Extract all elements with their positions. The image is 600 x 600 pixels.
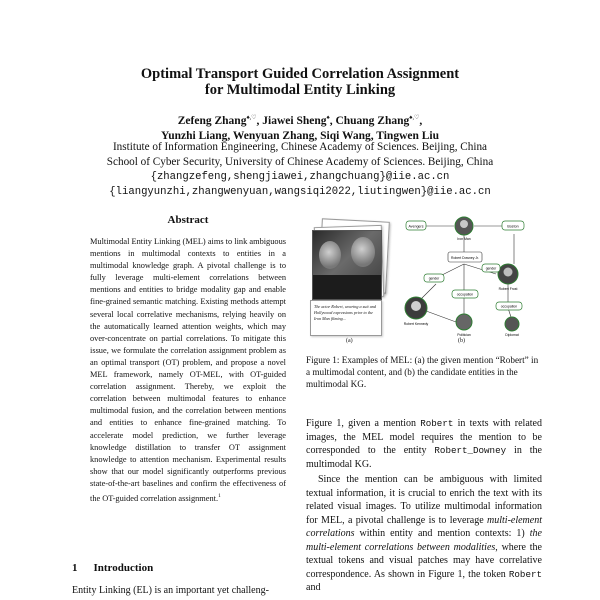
kg-node-label: Politician — [457, 333, 471, 337]
affiliation-mark: ♠,♡ — [409, 115, 420, 121]
abstract-text: Multimodal Entity Linking (MEL) aims to link ambiguous mentions in multimodal contexts to entities in a multimodal knowledge graph. A pivotal challenge is to fully leverage multi-element correlations between mentions and entities to bridge modality gap and enable fine-grained semantic matching. Existing methods attempt several local correlative mechanisms, relying heavily on the automatically learned attention weights, which may over-concentrate on partial correlations. To mitigate this issue, we formulate the correlation assignment problem as an optimal transport (OT) problem, and propose a novel MEL framework, namely OT-MEL, with OT-guided correlation assignment. Thereby, we exploit the correlation between multimodal features to enhance multimodal fusion, and the correlation between mentions and entities to enhance fine-grained matching. To accelerate model prediction, we further leverage knowledge distillation to transfer OT assignment knowledge to attention mechanism. Experimental results show that our model significantly outperforms previous state-of-the-art baselines and confirm the effectiveness of the OT-guided correlation assignment. — [90, 237, 286, 503]
kg-node-portrait — [505, 317, 519, 331]
affiliation-mark: ♠,♡ — [246, 115, 257, 121]
footnote-mark[interactable]: 1 — [218, 492, 221, 499]
kg-node-label: occupation — [456, 292, 474, 297]
knowledge-graph — [396, 212, 538, 340]
kg-node-label: Avengers — [408, 224, 424, 229]
code-mention: Robert — [508, 568, 542, 580]
author-name: Jiawei Sheng — [262, 114, 327, 127]
face-right — [351, 237, 375, 267]
kg-node-label: gender — [485, 266, 497, 271]
paragraph — [306, 417, 542, 471]
mention-text-card: The actor Robert, wearing a suit and Hollywood expressions prior to the Iron Man filming... — [310, 300, 382, 336]
email-line-2[interactable]: {liangyunzhi,zhangwenyuan,wangsiqi2022,liutingwen}@iie.ac.cn — [109, 186, 491, 198]
face-shape — [411, 301, 421, 311]
title-line-1: Optimal Transport Guided Correlation Assignment — [140, 66, 460, 82]
kg-node-label: Robert Frost — [498, 287, 518, 291]
paper-title — [0, 66, 600, 98]
email-line-1[interactable]: {zhangzefeng,shengjiawei,zhangchuang}@iie.ac.cn — [150, 171, 450, 183]
emphasis: the multi-element correlations between modalities — [306, 528, 542, 553]
separator: , — [419, 114, 423, 127]
kg-node-label: Boston — [507, 224, 519, 229]
author-list — [0, 111, 600, 144]
text-run: within entity and mention contexts: 1) — [354, 528, 530, 539]
text-run: in the multimodal KG. — [306, 445, 542, 470]
separator: , — [329, 114, 336, 127]
intro-first-line: Entity Linking (EL) is an important yet challeng- — [72, 585, 269, 596]
kg-node-label: Robert Kennedy — [403, 322, 429, 326]
author-line-1 — [0, 111, 600, 129]
author-name: Zefeng Zhang — [177, 114, 247, 127]
author-line-2: Yunzhi Liang, Wenyuan Zhang, Siqi Wang, Tingwen Liu — [160, 129, 440, 142]
subfigure-label-a: (a) — [346, 338, 353, 344]
code-mention: Robert — [420, 418, 454, 429]
face-shape — [460, 220, 468, 228]
abstract-body — [90, 236, 286, 505]
photo-shadow — [313, 275, 381, 299]
paragraph — [306, 473, 542, 595]
face-left — [319, 241, 341, 269]
right-column-body — [306, 417, 542, 595]
section-title: Introduction — [93, 562, 154, 574]
affiliation-2: School of Cyber Security, University of Chinese Academy of Sciences. Beijing, China — [106, 156, 494, 168]
separator: , — [256, 114, 263, 127]
section-number: 1 — [72, 562, 78, 574]
text-run: and — [306, 582, 321, 593]
kg-node-label: Diplomat — [505, 333, 519, 337]
mention-photo — [312, 230, 382, 300]
text-run: Since the mention can be ambiguous with limited textual information, it is crucial to enrich the text with its related visual images. To utilize multimodal information for MEL, a pivotal challenge is to leverage — [306, 474, 542, 526]
title-line-2: for Multimodal Entity Linking — [204, 82, 396, 98]
kg-node-label: Iron Man — [457, 237, 471, 241]
abstract-heading: Abstract — [167, 214, 209, 226]
subfigure-label-b: (b) — [458, 338, 465, 344]
text-run: , where the textual tokens and visual patches may have correlative correspondence. As shown in Figure 1, the token — [306, 541, 542, 580]
figure-1 — [306, 208, 540, 348]
figure-caption: Figure 1: Examples of MEL: (a) the given mention “Robert” in a multimodal content, and (b) the candidate entities in the multimodal KG. — [306, 355, 539, 389]
affiliations — [0, 140, 600, 200]
kg-node-label: Robert Downey Jr. — [451, 256, 479, 260]
face-shape — [504, 268, 513, 277]
emphasis: multi-element correlations — [306, 514, 542, 539]
affiliation-mark: ♠ — [326, 115, 330, 121]
kg-node-label: gender — [428, 276, 440, 281]
text-run: in texts with related images, the MEL model requires the mention to be corresponded to the entity — [306, 418, 542, 456]
kg-node-portrait — [456, 314, 472, 330]
mention-example — [310, 220, 390, 340]
kg-node-label: occupation — [500, 304, 518, 309]
affiliation-1: Institute of Information Engineering, Chinese Academy of Sciences. Beijing, China — [112, 141, 488, 153]
code-entity: Robert_Downey — [434, 445, 507, 456]
section-heading — [72, 562, 153, 574]
author-name: Chuang Zhang — [335, 114, 410, 127]
text-run: Figure 1, given a mention — [306, 418, 421, 429]
